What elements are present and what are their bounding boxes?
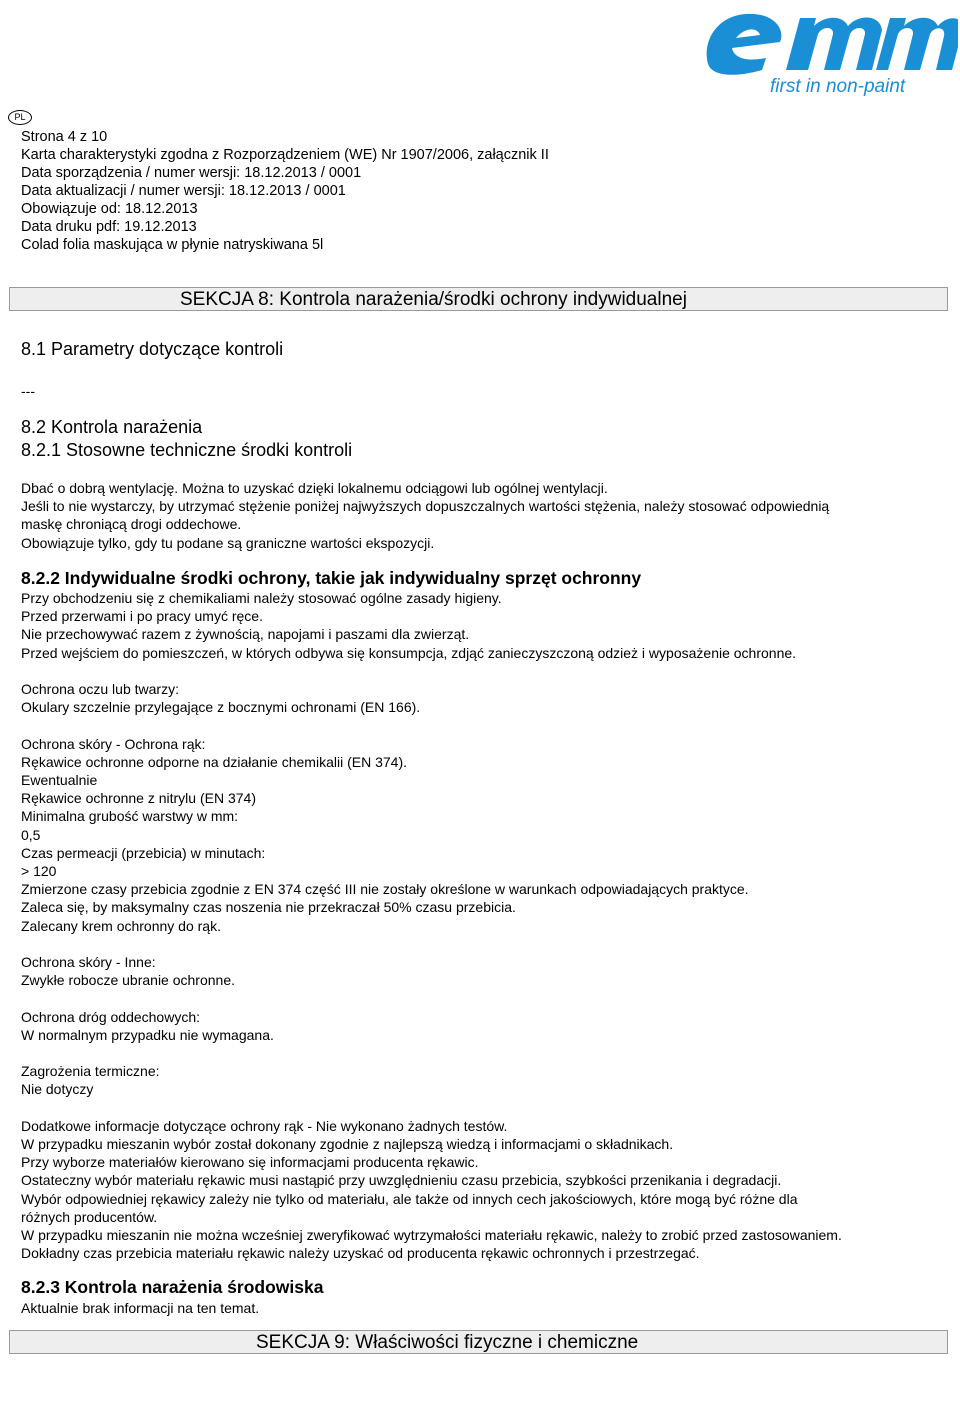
heading-8-2-2: 8.2.2 Indywidualne środki ochrony, takie jak indywidualny sprzęt ochronny [21, 568, 642, 588]
text-line: Ewentualnie [21, 772, 98, 788]
spacer [21, 662, 842, 680]
spacer [21, 1044, 842, 1062]
heading-8-2-3: 8.2.3 Kontrola narażenia środowiska [21, 1277, 324, 1297]
section-9-title: SEKCJA 9: Właściwości fizyczne i chemiczne [256, 1332, 639, 1353]
text-line: maskę chroniącą drogi oddechowe. [21, 516, 242, 533]
text-line: Przy obchodzeniu się z chemikaliami należy stosować ogólne zasady higieny. [21, 590, 502, 606]
emm-logo [700, 2, 958, 98]
spacer [21, 716, 842, 734]
heading-8-2: 8.2 Kontrola narażenia [21, 417, 203, 437]
text-line: różnych producentów. [21, 1208, 158, 1225]
text-line: Rękawice ochronne odporne na działanie chemikalii (EN 374). [21, 753, 407, 770]
text-line: 0,5 [21, 826, 41, 843]
text-line: Przy wyborze materiałów kierowano się informacjami producenta rękawic. [21, 1154, 479, 1171]
text-line: Okulary szczelnie przylegające z bocznymi ochronami (EN 166). [21, 699, 421, 716]
spacer [21, 989, 842, 1007]
text-line: Jeśli to nie wystarczy, by utrzymać stężenie poniżej najwyższych dopuszczalnych wartości stężenia, należy stosować odpowiednią [21, 498, 830, 515]
section-9-header [9, 1330, 948, 1354]
text-line: Wybór odpowiedniej rękawicy zależy nie tylko od materiału, ale także od innych cech jakościowych, które mogą być różne dla [21, 1190, 798, 1207]
parameters-value: --- [21, 383, 35, 399]
text-line: W przypadku mieszanin wybór został dokonany zgodnie z najlepszą wiedzą i informacjami o składnikach. [21, 1136, 674, 1152]
text-line: Przed wejściem do pomieszczeń, w których odbywa się konsumpcja, zdjąć zanieczyszczoną odzież i wyposażenie ochronne. [21, 644, 797, 661]
text-line: Zaleca się, by maksymalny czas noszenia nie przekraczał 50% czasu przebicia. [21, 899, 516, 916]
text-line: Ostateczny wybór materiału rękawic musi nastąpić przy uwzględnieniu czasu przebicia, szybkości przenikania i degradacji. [21, 1172, 782, 1189]
text-line: Nie przechowywać razem z żywnością, napojami i paszami dla zwierząt. [21, 626, 470, 643]
text-line: W normalnym przypadku nie wymagana. [21, 1026, 274, 1043]
text-line: Czas permeacji (przebicia) w minutach: [21, 844, 266, 861]
text-line: Ochrona oczu lub twarzy: [21, 681, 179, 697]
section-8-header [9, 287, 948, 311]
text-line: Zalecany krem ochronny do rąk. [21, 917, 221, 934]
text-line: > 120 [21, 863, 57, 880]
heading-8-2-1: 8.2.1 Stosowne techniczne środki kontroli [21, 440, 353, 460]
text-line: Nie dotyczy [21, 1081, 94, 1098]
language-badge: PL [8, 110, 32, 125]
text-line: Ochrona dróg oddechowych: [21, 1008, 200, 1025]
text-line: Zagrożenia termiczne: [21, 1063, 160, 1080]
text-line: Obowiązuje tylko, gdy tu podane są graniczne wartości ekspozycji. [21, 534, 435, 551]
text-line: Zmierzone czasy przebicia zgodnie z EN 374 część III nie zostały określone w warunkach odpowiadających praktyce. [21, 881, 749, 898]
creation-date: Data sporządzenia / numer wersji: 18.12.2013 / 0001 [21, 165, 362, 181]
document-header [21, 128, 549, 254]
text-line: Dbać o dobrą wentylację. Można to uzyskać dzięki lokalnemu odciągowi lub ogólnej wentylacji. [21, 480, 608, 496]
text-line: Ochrona skóry - Ochrona rąk: [21, 735, 206, 752]
valid-from: Obowiązuje od: 18.12.2013 [21, 201, 198, 217]
document-type: Karta charakterystyki zgodna z Rozporządzeniem (WE) Nr 1907/2006, załącznik II [21, 147, 549, 163]
revision-date: Data aktualizacji / numer wersji: 18.12.2013 / 0001 [21, 183, 346, 199]
paragraph-8-2-1 [21, 479, 829, 552]
product-name: Colad folia maskująca w płynie natryskiwana 5l [21, 237, 324, 253]
text-line: Minimalna grubość warstwy w mm: [21, 808, 239, 825]
text-line: Dokładny czas przebicia materiału rękawic należy uzyskać od producenta rękawic ochronnych i przestrzegać. [21, 1245, 700, 1262]
page-number: Strona 4 z 10 [21, 129, 108, 145]
print-date: Data druku pdf: 19.12.2013 [21, 219, 197, 235]
text-line: Zwykłe robocze ubranie ochronne. [21, 972, 236, 989]
spacer [21, 935, 842, 953]
text-line: Dodatkowe informacje dotyczące ochrony rąk - Nie wykonano żadnych testów. [21, 1117, 508, 1134]
text-line: Przed przerwami i po pracy umyć ręce. [21, 608, 263, 625]
text-line: Rękawice ochronne z nitrylu (EN 374) [21, 790, 256, 807]
text-line: W przypadku mieszanin nie można wcześniej zweryfikować wytrzymałości materiału rękawic, należy to zrobić przed zastosowaniem. [21, 1227, 842, 1244]
section-8-title: SEKCJA 8: Kontrola narażenia/środki ochrony indywidualnej [180, 289, 687, 310]
logo-tagline: first in non-paint [770, 76, 906, 97]
text-line: Ochrona skóry - Inne: [21, 954, 156, 971]
spacer [21, 1099, 842, 1117]
paragraph-8-2-3: Aktualnie brak informacji na ten temat. [21, 1300, 260, 1316]
paragraph-8-2-2 [21, 589, 842, 1262]
heading-8-1: 8.1 Parametry dotyczące kontroli [21, 339, 284, 359]
